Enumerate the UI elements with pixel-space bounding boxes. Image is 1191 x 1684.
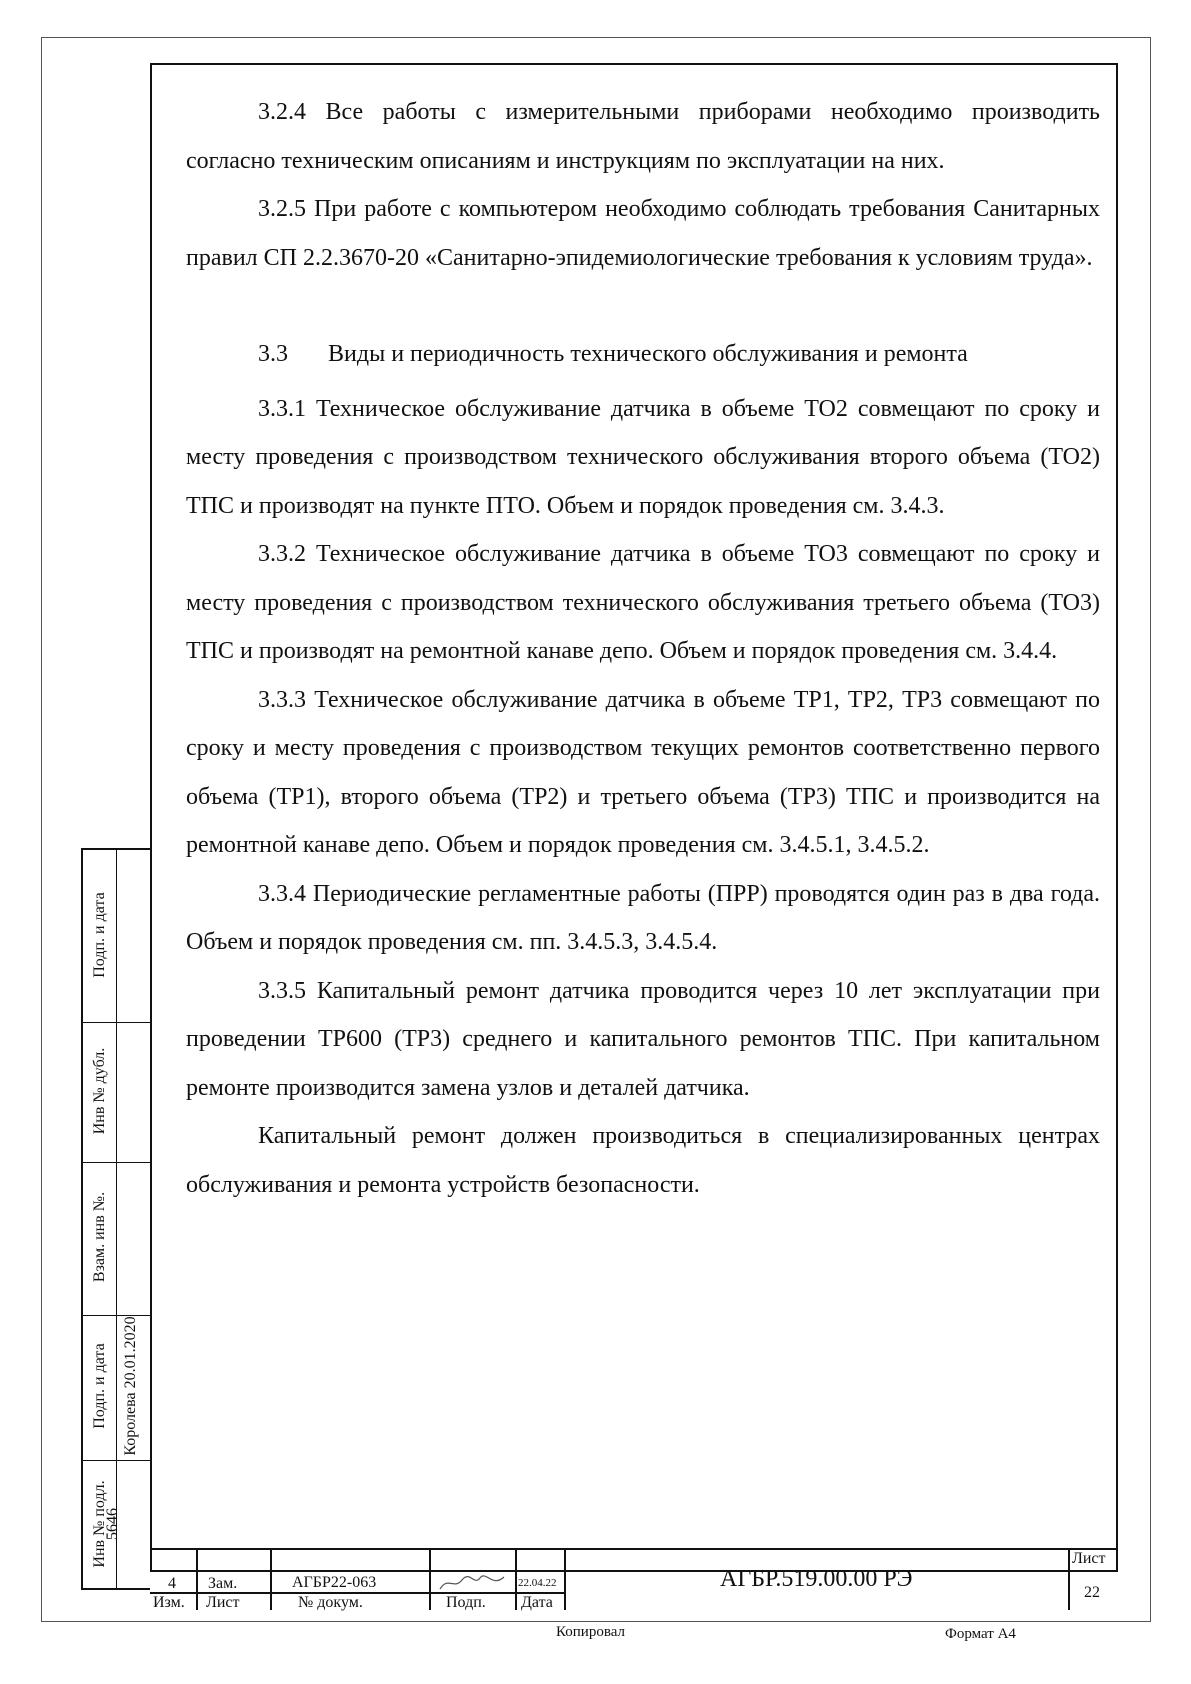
paragraph-3-3-5: 3.3.5 Капитальный ремонт датчика проводится через 10 лет эксплуатации при проведении ТР600 (ТР3) среднего и капитального ремонтов ТПС. При капитальном ремонте производится замена узлов и деталей датчика. — [186, 977, 1100, 1101]
paragraph-3-2-5: 3.2.5 При работе с компьютером необходимо соблюдать требования Санитарных правил СП 2.2.3670-20 «Санитарно-эпидемиологические требования к условиям труда». — [186, 196, 1100, 271]
side-label-podp-data-bottom: Подп. и дата — [91, 1343, 108, 1429]
side-label-podp-data-top: Подп. и дата — [91, 892, 108, 978]
side-label-inv-podl: Инв № подл. — [91, 1480, 108, 1568]
footer-copied: Копировал — [556, 1624, 625, 1640]
label-doc-number: № докум. — [298, 1594, 363, 1611]
section-title: Виды и периодичность технического обслуживания и ремонта — [328, 341, 968, 367]
signature-mark — [432, 1572, 512, 1594]
label-signature: Подп. — [446, 1594, 486, 1611]
footer-format: Формат А4 — [945, 1626, 1016, 1642]
change-document-number: АГБР22-063 — [292, 1574, 377, 1591]
change-number: 4 — [168, 1575, 176, 1592]
title-block — [150, 1548, 1118, 1610]
section-heading — [186, 330, 1100, 379]
change-sheet-value: Зам. — [208, 1575, 238, 1592]
side-label-inv-dubl: Инв № дубл. — [91, 1047, 108, 1135]
document-body — [186, 88, 1100, 1209]
section-number: 3.3 — [258, 341, 288, 367]
side-stamp — [81, 848, 150, 1590]
side-label-vzam-inv: Взам. инв №. — [91, 1191, 108, 1283]
label-list: Лист — [206, 1594, 240, 1611]
paragraph-3-3-1: 3.3.1 Техническое обслуживание датчика в объеме ТО2 совмещают по сроку и месту проведения с производством технического обслуживания второго объема (ТО2) ТПС и производят на пункте ПТО. Объем и порядок проведения см. 3.4.3. — [186, 395, 1100, 519]
document-designation: АГБР.519.00.00 РЭ — [720, 1566, 913, 1592]
paragraph-3-3-4: 3.3.4 Периодические регламентные работы (ПРР) проводятся один раз в два года. Объем и порядок проведения см. пп. 3.4.5.3, 3.4.5.4. — [186, 880, 1100, 955]
paragraph-3-2-4: 3.2.4 Все работы с измерительными приборами необходимо производить согласно техническим описаниям и инструкциям по эксплуатации на них. — [186, 99, 1100, 174]
change-date: 22.04.22 — [518, 1577, 557, 1589]
sheet-number: 22 — [1084, 1584, 1100, 1601]
side-value-inv-podl: 5646 — [104, 1508, 121, 1540]
label-izm: Изм. — [153, 1594, 185, 1611]
paragraph-3-3-3: 3.3.3 Техническое обслуживание датчика в объеме ТР1, ТР2, ТР3 совмещают по сроку и месту проведения с производством текущих ремонтов соответственно первого объема (ТР1), второго объема (ТР2) и третьего объема (ТР3) ТПС и производится на ремонтной канаве депо. Объем и порядок проведения см. 3.4.5.1, 3.4.5.2. — [186, 686, 1100, 858]
paragraph-capital-repair: Капитальный ремонт должен производиться в специализированных центрах обслуживания и ремонта устройств безопасности. — [186, 1123, 1100, 1198]
paragraph-3-3-2: 3.3.2 Техническое обслуживание датчика в объеме ТО3 совмещают по сроку и месту проведения с производством технического обслуживания третьего объема (ТО3) ТПС и производят на ремонтной канаве депо. Объем и порядок проведения см. 3.4.4. — [186, 541, 1100, 664]
sheet-label: Лист — [1072, 1550, 1106, 1567]
label-date: Дата — [521, 1594, 553, 1611]
side-value-signature-date: Королева 20.01.2020 — [122, 1316, 139, 1456]
